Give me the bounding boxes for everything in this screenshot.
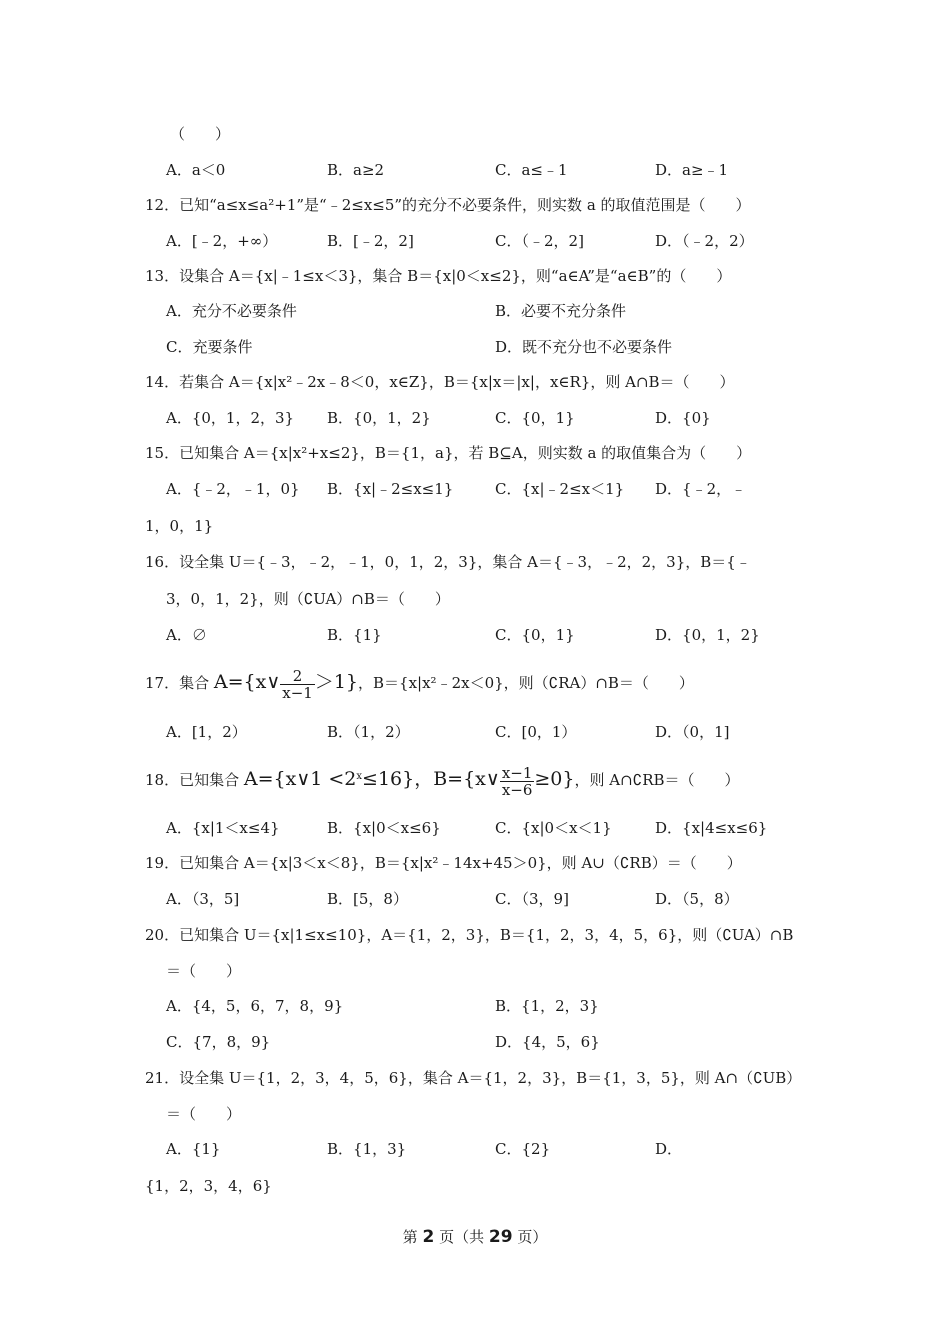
q12-option-b: B．[﹣2，2] — [327, 232, 414, 250]
question-19-stem: 19．已知集合 A＝{x|3＜x＜8}，B＝{x|x²﹣14x+45＞0}，则 A∪（∁RB）＝（ ） — [145, 854, 742, 872]
q19-option-a: A．（3，5] — [166, 890, 240, 908]
q18-option-b: B．{x|0＜x≤6} — [327, 819, 441, 837]
q11-option-b: B．a≥2 — [327, 161, 385, 179]
q21-option-b: B．{1，3} — [327, 1140, 407, 1158]
page-number: 2 — [422, 1227, 435, 1247]
question-number: 20． — [145, 926, 180, 944]
q13-option-a: A．充分不必要条件 — [166, 302, 297, 320]
question-12-stem: 12．已知“a≤x≤a²+1”是“﹣2≤x≤5”的充分不必要条件，则实数 a 的取值范围是（ ） — [145, 196, 751, 214]
total-pages: 29 — [488, 1227, 513, 1247]
q18-option-c: C．{x|0＜x＜1} — [495, 819, 612, 837]
q13-option-d: D．既不充分也不必要条件 — [495, 338, 673, 356]
question-20-stem-line2: ＝（ ） — [166, 962, 242, 980]
q20-option-d: D．{4，5，6} — [495, 1033, 600, 1051]
q17-option-c: C．[0，1） — [495, 723, 577, 741]
question-17-stem: 17．集合 A={x∨ $\frac{2}{x-1}$ ＞1}，B＝{x|x²﹣2x＜0}，则（∁RA）∩B＝（ ） — [145, 666, 694, 702]
question-number: 19． — [145, 854, 180, 872]
question-13-stem: 13．设集合 A＝{x|﹣1≤x＜3}，集合 B＝{x|0＜x≤2}，则“a∈A”是“a∈B”的（ ） — [145, 267, 732, 285]
q19-option-d: D．（5，8） — [655, 890, 739, 908]
q19-option-c: C．（3，9] — [495, 890, 569, 908]
q17-option-b: B．（1，2） — [327, 723, 410, 741]
q13-option-b: B．必要不充分条件 — [495, 302, 627, 320]
q16-option-a: A．∅ — [166, 626, 207, 644]
question-number: 14． — [145, 373, 180, 391]
question-number: 15． — [145, 444, 180, 462]
q16-option-b: B．{1} — [327, 626, 382, 644]
question-18-stem: 18．已知集合 A={x∨1 $<2^x\le 16$}，B={x∨ $\frac{x-1}{x-6}$ ≥0}，则 A∩∁RB＝（ ） — [145, 763, 740, 799]
q15-option-d-wrap: 1，0，1} — [145, 517, 214, 535]
q12-option-c: C．（﹣2，2] — [495, 232, 584, 250]
q14-option-d: D．{0} — [655, 409, 711, 427]
q15-option-c: C．{x|﹣2≤x＜1} — [495, 480, 625, 498]
q21-option-c: C．{2} — [495, 1140, 551, 1158]
q20-option-a: A．{4，5，6，7，8，9} — [166, 997, 344, 1015]
q18-option-d: D．{x|4≤x≤6} — [655, 819, 768, 837]
fraction: $\frac{x-1}{x-6}$ — [501, 763, 533, 799]
q18-option-a: A．{x|1＜x≤4} — [166, 819, 280, 837]
q17-option-d: D．（0，1] — [655, 723, 730, 741]
question-16-stem-line2: 3，0，1，2}，则（∁UA）∩B＝（ ） — [166, 590, 450, 608]
question-number: 16． — [145, 553, 180, 571]
q19-option-b: B．[5，8） — [327, 890, 408, 908]
page-footer: 第 2 页（共 29 页） — [402, 1227, 548, 1247]
q14-option-c: C．{0，1} — [495, 409, 575, 427]
q11-option-a: A．a＜0 — [166, 161, 226, 179]
q16-option-c: C．{0，1} — [495, 626, 575, 644]
q15-option-a: A．{﹣2，﹣1，0} — [166, 480, 300, 498]
q11-paren: （ ） — [170, 125, 231, 143]
q13-option-c: C．充要条件 — [166, 338, 253, 356]
q15-option-b: B．{x|﹣2≤x≤1} — [327, 480, 454, 498]
question-number: 12． — [145, 196, 180, 214]
q20-option-b: B．{1，2，3} — [495, 997, 599, 1015]
question-20-stem: 20．已知集合 U＝{x|1≤x≤10}，A＝{1，2，3}，B＝{1，2，3，4，5，6}，则（∁UA）∩B — [145, 926, 794, 944]
q14-option-a: A．{0，1，2，3} — [166, 409, 295, 427]
q15-option-d: D．{﹣2，﹣ — [655, 480, 747, 498]
q21-option-a: A．{1} — [166, 1140, 221, 1158]
q17-option-a: A．[1，2） — [166, 723, 247, 741]
q12-option-d: D．（﹣2，2） — [655, 232, 754, 250]
q14-option-b: B．{0，1，2} — [327, 409, 431, 427]
question-14-stem: 14．若集合 A＝{x|x²﹣2x﹣8＜0，x∈Z}，B＝{x|x＝|x|，x∈R}，则 A∩B＝（ ） — [145, 373, 735, 391]
q11-option-d: D．a≥﹣1 — [655, 161, 729, 179]
question-number: 13． — [145, 267, 180, 285]
question-21-stem: 21．设全集 U＝{1，2，3，4，5，6}，集合 A＝{1，2，3}，B＝{1，3，5}，则 A∩（∁UB） — [145, 1069, 802, 1087]
question-15-stem: 15．已知集合 A＝{x|x²+x≤2}，B＝{1，a}，若 B⊆A，则实数 a 的取值集合为（ ） — [145, 444, 752, 462]
q21-option-d: D． — [655, 1140, 683, 1158]
q11-option-c: C．a≤﹣1 — [495, 161, 568, 179]
q21-option-d-wrap: {1，2，3，4，6} — [145, 1177, 272, 1195]
question-number: 17． — [145, 674, 180, 692]
q16-option-d: D．{0，1，2} — [655, 626, 760, 644]
fraction: $\frac{2}{x-1}$ — [282, 666, 313, 702]
q20-option-c: C．{7，8，9} — [166, 1033, 271, 1051]
question-number: 18． — [145, 771, 180, 789]
q12-option-a: A．[﹣2，+∞） — [166, 232, 278, 250]
question-number: 21． — [145, 1069, 180, 1087]
question-16-stem: 16．设全集 U＝{﹣3，﹣2，﹣1，0，1，2，3}，集合 A＝{﹣3，﹣2，2，3}，B＝{﹣ — [145, 553, 751, 571]
question-21-stem-line2: ＝（ ） — [166, 1105, 242, 1123]
